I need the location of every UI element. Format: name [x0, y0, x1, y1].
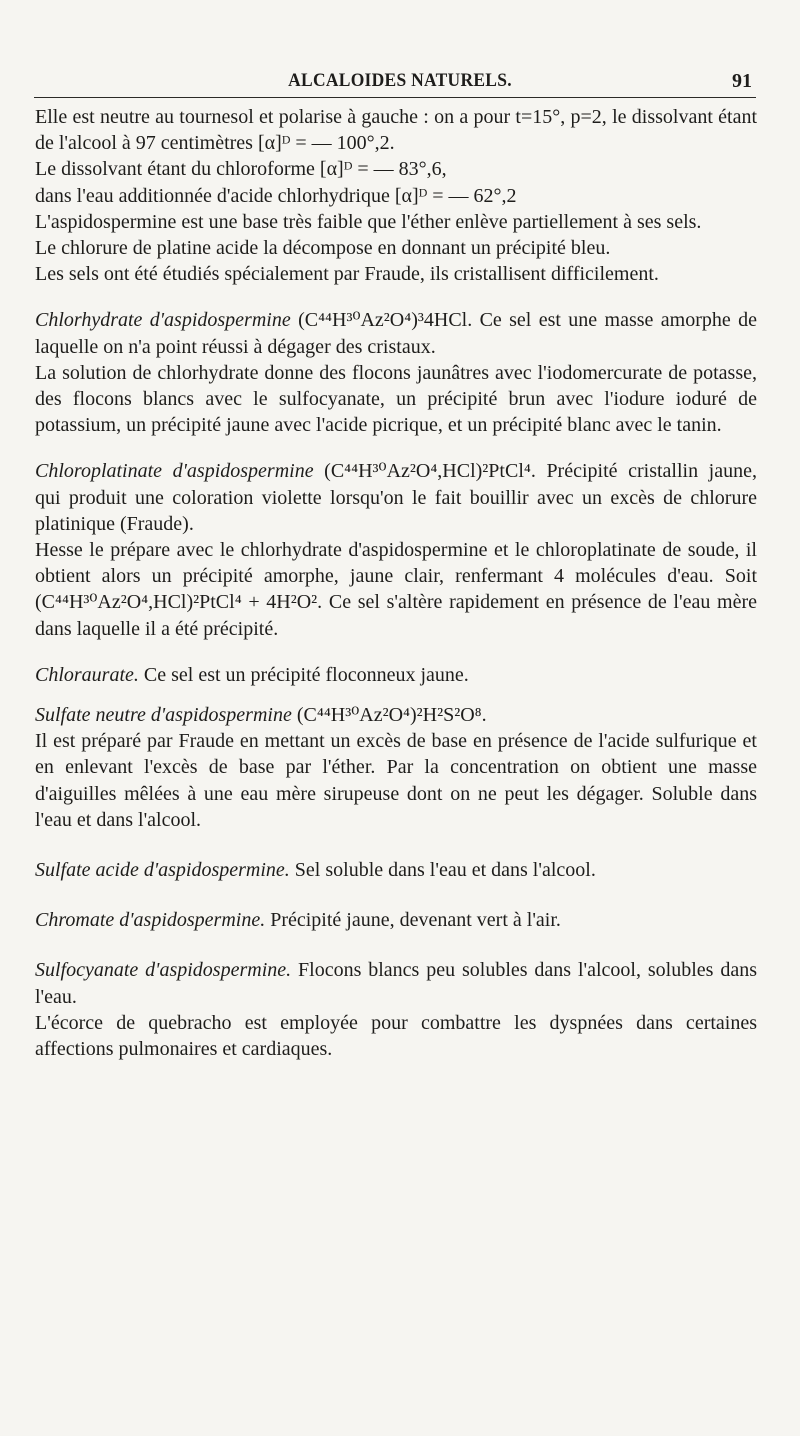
section-title: Sulfate neutre d'aspidospermine: [35, 704, 292, 727]
section-sulfate-acide: [35, 857, 757, 883]
section-text: Sel soluble dans l'eau et dans l'alcool.: [289, 859, 596, 882]
section-title: Chromate d'aspidospermine.: [35, 909, 266, 932]
section-text: Précipité jaune, devenant vert à l'air.: [265, 909, 561, 932]
section-text: Flocons blancs peu solubles dans l'alcool, solubles dans l'eau.: [35, 959, 757, 1008]
page-header: [0, 70, 800, 98]
paragraph: Il est préparé par Fraude en mettant un excès de base en présence de l'acide sulfurique et en enlevant l'excès de base par l'éther. Par la concentration on obtient une masse d'aiguilles mêlées à une eau mère sirupeuse dont on ne peut les dégager. Soluble dans l'eau et dans l'alcool.: [35, 730, 757, 831]
paragraph: La solution de chlorhydrate donne des flocons jaunâtres avec l'iodomercurate de potasse, des flocons blancs avec le sulfocyanate, un précipité brun avec l'iodure ioduré de potassium, un précipité jaune avec l'acide picrique, et un précipité blanc avec le tanin.: [35, 361, 757, 437]
section-chlorhydrate: [35, 307, 757, 359]
page-number: 91: [732, 70, 752, 92]
header-rule: [34, 97, 756, 98]
section-title: Sulfocyanate d'aspidospermine.: [35, 959, 292, 982]
paragraph: Hesse le prépare avec le chlorhydrate d'aspidospermine et le chloroplatinate de soude, il obtient alors un précipité amorphe, jaune clair, renfermant 4 molécules d'eau. Soit (C⁴⁴H³⁰Az²O⁴,HCl)²PtCl⁴ + 4H²O². Ce sel s'altère rapidement en présence de l'eau mère dans laquelle il a été précipité.: [35, 539, 757, 640]
section-text: (C⁴⁴H³⁰Az²O⁴)²H²S²O⁸.: [291, 704, 487, 727]
section-text: (C⁴⁴H³⁰Az²O⁴)³4HCl. Ce sel est une masse amorphe de laquelle on n'a point réussi à dégager des cristaux.: [35, 309, 757, 358]
section-sulfocyanate: [35, 957, 757, 1009]
running-title: ALCALOIDES NATURELS.: [288, 70, 512, 91]
section-chloroplatinate: [35, 458, 757, 537]
paragraph: Le chlorure de platine acide la décompose en donnant un précipité bleu.: [35, 237, 611, 260]
section-title: Sulfate acide d'aspidospermine.: [35, 859, 290, 882]
paragraph: Le dissolvant étant du chloroforme [α]ᴰ = — 83°,6,: [35, 158, 447, 181]
section-title: Chlorhydrate d'aspidospermine: [35, 309, 291, 332]
section-title: Chloroplatinate d'aspidospermine: [35, 460, 314, 483]
body-text: [35, 104, 757, 1062]
section-chromate: [35, 907, 757, 933]
paragraph: L'écorce de quebracho est employée pour combattre les dyspnées dans certaines affections pulmonaires et cardiaques.: [35, 1011, 757, 1061]
section-title: Chloraurate.: [35, 663, 139, 686]
paragraph: L'aspidospermine est une base très faible que l'éther enlève partiellement à ses sels.: [35, 210, 702, 233]
section-sulfate-neutre: [35, 702, 757, 728]
paragraph: Elle est neutre au tournesol et polarise à gauche : on a pour t=15°, p=2, le dissolvant étant de l'alcool à 97 centimètres [α]ᴰ = — 100°,2.: [35, 106, 757, 155]
paragraph: Les sels ont été étudiés spécialement par Fraude, ils cristallisent difficilement.: [35, 263, 659, 286]
section-chloraurate: [35, 662, 757, 688]
section-text: Ce sel est un précipité floconneux jaune.: [138, 663, 469, 686]
paragraph: dans l'eau additionnée d'acide chlorhydrique [α]ᴰ = — 62°,2: [35, 184, 517, 207]
section-text: (C⁴⁴H³⁰Az²O⁴,HCl)²PtCl⁴. Précipité cristallin jaune, qui produit une coloration violette lorsqu'on le fait bouillir avec un excès de chlorure platinique (Fraude).: [35, 460, 757, 535]
